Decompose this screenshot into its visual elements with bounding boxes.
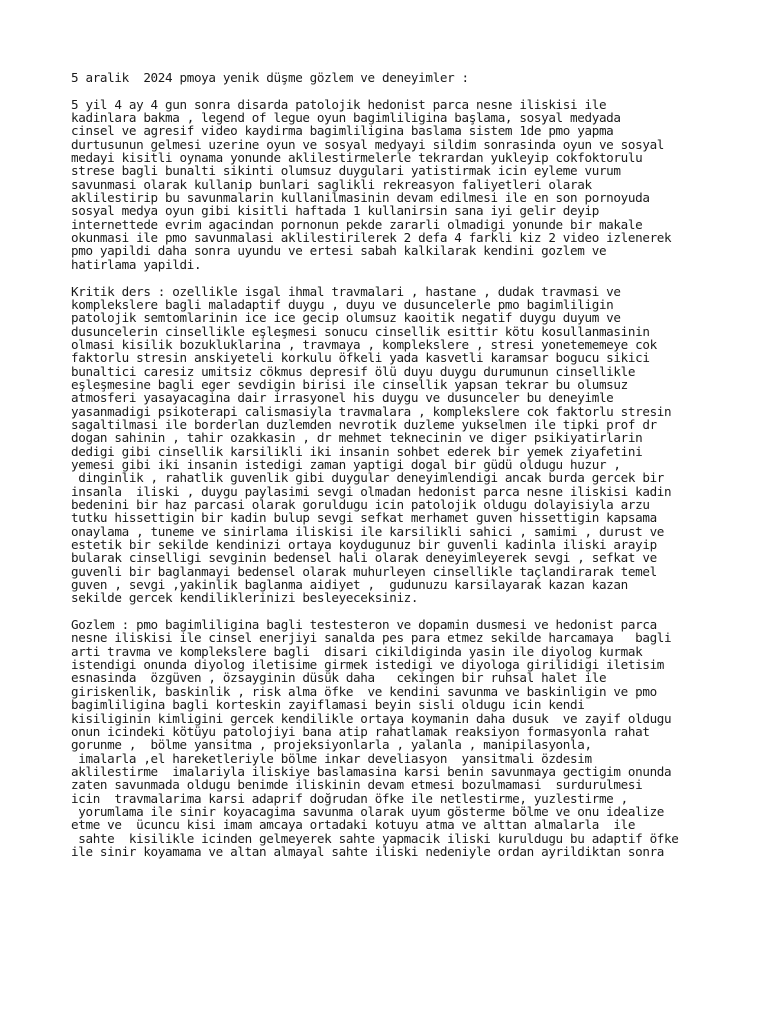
- text-line: durtusunun gelmesi uzerine oyun ve sosyal medyayi sildim sonrasinda oyun ve sosyal: [71, 136, 665, 152]
- paragraph: [71, 98, 761, 271]
- text-line: komplekslere bagli maladaptif duygu , duyu ve dusuncelerle pmo bagimliligin: [71, 296, 614, 312]
- text-line: tutku hissettigin bir kadin bulup sevgi sefkat merhamet guven hissettigin kapsama: [71, 510, 657, 526]
- text-line: dusuncelerin cinsellikle eşleşmesi sonucu cinsellik esittir kötu kosullanmasinin: [71, 323, 650, 339]
- text-line: hatirlama yapildi.: [71, 256, 202, 272]
- text-line: bedenini bir haz parcasi olarak goruldugu icin patolojik oldugu dolayisiyla arzu: [71, 497, 650, 512]
- text-line: atmosferi yasayacagina dair irrasyonel his duygu ve dusunceler bu deneyimle: [71, 390, 614, 406]
- text-line: gorunme , bölme yansitma , projeksiyonlarla , yalanla , manipilasyonla,: [71, 737, 592, 753]
- text-line: medayi kisitli oynama yonunde aklilestirmelerle tekrardan yukleyip cokfoktorulu: [71, 150, 643, 166]
- text-line: giriskenlik, baskinlik , risk alma öfke ve kendini savunma ve baskinligin ve pmo: [71, 683, 657, 699]
- text-line: ile sinir koyamama ve altan almayal sahte iliski nedeniyle ordan ayrildiktan sonra: [71, 843, 665, 859]
- text-line: esnasinda özgüven , özsayginin düsük daha cekingen bir ruhsal halet ile: [71, 670, 607, 686]
- text-line: sekilde gercek kendiliklerinizi besleyeceksiniz.: [71, 590, 419, 606]
- text-line: dedigi gibi cinsellik karsilikli iki insanin sohbet ederek bir yemek ziyafetini: [71, 443, 643, 459]
- text-line: insanla iliski , duygu paylasimi sevgi olmadan hedonist parca nesne iliskisi kadin: [71, 483, 672, 499]
- text-line: yasanmadigi psikoterapi calismasiyla travmalara , komplekslere cok faktorlu stresin: [71, 403, 672, 419]
- text-line: nesne iliskisi ile cinsel enerjiyi sanalda pes para etmez sekilde harcamaya bagli: [71, 630, 672, 646]
- text-line: Kritik ders : ozellikle isgal ihmal travmalari , hastane , dudak travmasi ve: [71, 283, 621, 299]
- text-line: istendigi onunda diyolog iletisime girmek istedigi ve diyologa girilidigi iletisim: [71, 657, 665, 673]
- document-body: [71, 71, 761, 858]
- text-line: aklilestirme imalariyla iliskiye baslamasina karsi benin savunmaya gectigim onunda: [71, 763, 672, 779]
- text-line: faktorlu stresin anskiyeteli korkulu öfkeli yada kasvetli karamsar bogucu sikici: [71, 350, 650, 366]
- paragraph: [71, 285, 761, 605]
- text-line: guvenli bir baglanmayi bedensel olarak muhurleyen cinsellikle taçlandirarak temel: [71, 563, 657, 579]
- text-line: olmasi kisilik bozukluklarina , travmaya , komplekslere , stresi yonetememeye cok: [71, 336, 657, 352]
- text-line: okunmasi ile pmo savunmalasi aklilestirilerek 2 defa 4 farkli kiz 2 video izlenerek: [71, 230, 672, 246]
- text-line: icin travmalarima karsi adaprif doğrudan öfke ile netlestirme, yuzlestirme ,: [71, 790, 628, 806]
- text-line: savunmasi olarak kullanip bunlari saglikli rekreasyon faliyetleri olarak: [71, 176, 592, 192]
- text-line: internettede evrim agacindan pornonun pekde zararli olmadigi yonunde bir makale: [71, 216, 643, 232]
- text-line: sosyal medya oyun gibi kisitli haftada 1 kullanirsin sana iyi gelir deyip: [71, 203, 599, 219]
- text-line: sagaltilmasi ile borderlan duzlemden nevrotik duzleme yukselmen ile tipki prof dr: [71, 416, 657, 432]
- text-line: bunaltici caresiz umitsiz cökmus depresif ölü duyu duygu durumunun cinsellikle: [71, 363, 636, 379]
- text-line: onaylama , tuneme ve sinirlama iliskisi ile karsilikli sahici , samimi , durust ve: [71, 523, 665, 539]
- text-line: cinsel ve agresif video kaydirma bagimliligina baslama sistem 1de pmo yapma: [71, 123, 614, 139]
- text-line: bularak cinselligi sevginin bedensel hali olarak deneyimleyerek sevgi , sefkat ve: [71, 550, 657, 566]
- text-line: 5 yil 4 ay 4 gun sonra disarda patolojik hedonist parca nesne iliskisi ile: [71, 96, 607, 112]
- text-line: patolojik semtomlarinin ice ice gecip olumsuz kaoitik negatif duygu duyum ve: [71, 310, 621, 326]
- text-line: dinginlik , rahatlik guvenlik gibi duygular deneyimlendigi ancak burda gercek bir: [71, 470, 665, 486]
- text-line: arti travma ve komplekslere bagli disari cikildiginda yasin ile diyolog kurmak: [71, 643, 643, 659]
- text-line: onun icindeki kötüyu patolojiyi bana atip rahatlamak reaksiyon formasyonla rahat: [71, 723, 650, 739]
- text-line: kadinlara bakma , legend of legue oyun bagimliligina başlama, sosyal medyada: [71, 110, 621, 126]
- text-line: imalarla ,el hareketleriyle bölme inkar develiasyon yansitmali özdesim: [71, 750, 592, 766]
- paragraph-container: [71, 98, 761, 859]
- text-line: zaten savunmada oldugu benimde iliskinin devam etmesi bozulmamasi surdurulmesi: [71, 777, 643, 793]
- text-line: strese bagli bunalti sikinti olumsuz duygulari yatistirmak icin eyleme vurum: [71, 163, 621, 179]
- text-line: yemesi gibi iki insanin istedigi zaman yaptigi dogal bir güdü oldugu huzur ,: [71, 456, 621, 472]
- text-line: dogan sahinin , tahir ozakkasin , dr mehmet teknecinin ve diger psikiyatirlarin: [71, 430, 643, 446]
- text-line: kisiliginin kimligini gercek kendilikle ortaya koymanin daha dusuk ve zayif oldugu: [71, 710, 672, 726]
- text-line: pmo yapildi daha sonra uyundu ve ertesi sabah kalkilarak kendini gozlem ve: [71, 243, 607, 259]
- text-line: etme ve ücuncu kisi imam amcaya ortadaki kotuyu atma ve alttan almalarla ile: [71, 817, 636, 833]
- paragraph: [71, 618, 761, 858]
- text-line: sahte kisilikle icinden gelmeyerek sahte yapmacik iliski kuruldugu bu adaptif öfke: [71, 830, 679, 846]
- text-line: eşleşmesine bagli eger sevdigin birisi ile cinsellik yapsan tekrar bu olumsuz: [71, 376, 628, 392]
- text-line: bagimliligina bagli korteskin zayiflamasi beyin sisli oldugu icin kendi: [71, 697, 585, 713]
- text-line: estetik bir sekilde kendinizi ortaya koydugunuz bir guvenli kadinla iliski arayip: [71, 537, 657, 553]
- text-line: Gozlem : pmo bagimliligina bagli testesteron ve dopamin dusmesi ve hedonist parca: [71, 617, 657, 633]
- text-line: aklilestirip bu savunmalarin kullanilmasinin devam edilmesi ile en son pornoyuda: [71, 190, 650, 206]
- document-title: 5 aralik 2024 pmoya yenik düşme gözlem ve deneyimler :: [71, 70, 469, 85]
- text-line: yorumlama ile sinir koyacagima savunma olarak uyum gösterme bölme ve onu idealize: [71, 803, 665, 819]
- text-line: guven , sevgi ,yakinlik baglanma aidiyet , gudunuzu karsilayarak kazan kazan: [71, 577, 628, 593]
